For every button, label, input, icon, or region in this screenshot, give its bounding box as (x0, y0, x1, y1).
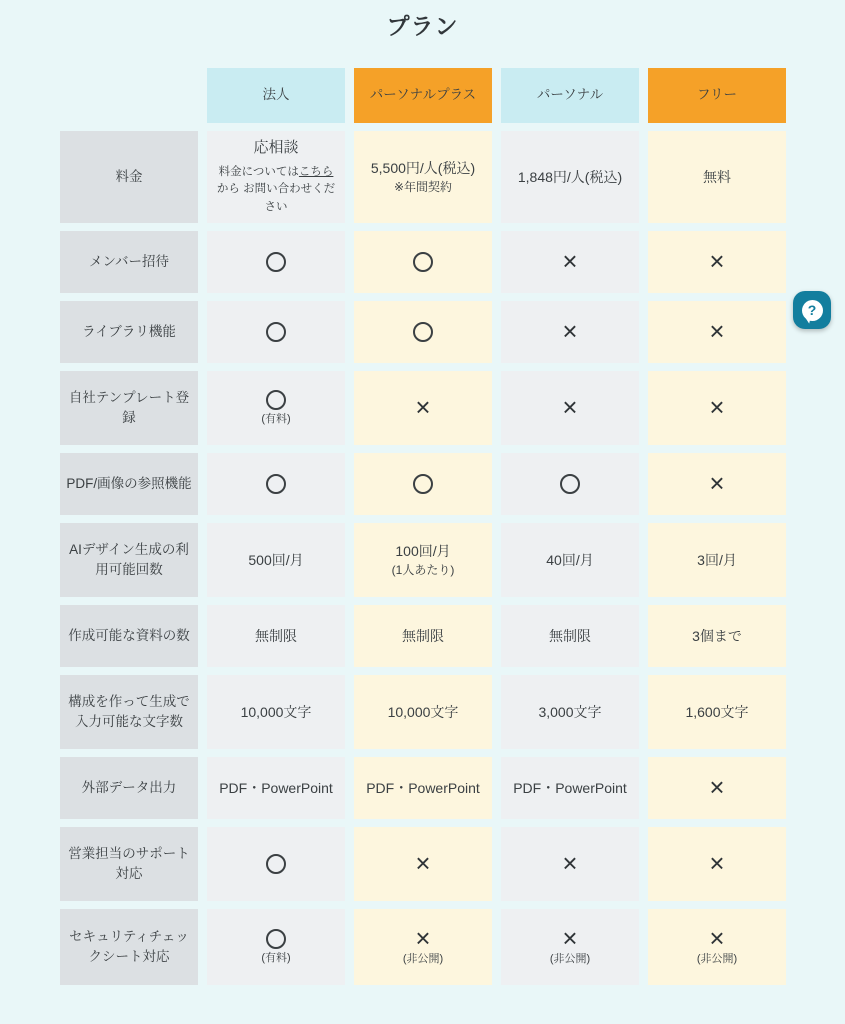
plan-comparison-table (60, 68, 786, 993)
cell-value: 3個まで (692, 627, 742, 644)
table-cell (354, 757, 492, 819)
table-cell (207, 453, 345, 515)
table-cell (354, 605, 492, 667)
cross-icon: × (709, 316, 725, 346)
table-cell (207, 131, 345, 223)
cell-value: PDF・PowerPoint (219, 779, 333, 796)
table-cell (207, 231, 345, 293)
cell-value: 無料 (703, 168, 731, 185)
table-cell (648, 605, 786, 667)
table-cell (207, 605, 345, 667)
circle-icon (560, 474, 580, 494)
cross-icon: × (415, 392, 431, 422)
cross-icon: × (562, 848, 578, 878)
table-cell (354, 675, 492, 749)
cross-icon: × (562, 922, 578, 953)
note-text: 料金については (218, 165, 299, 178)
row-label: 営業担当のサポート対応 (60, 827, 198, 901)
row-label: 作成可能な資料の数 (60, 605, 198, 667)
page-title: プラン (386, 13, 459, 39)
table-cell (648, 231, 786, 293)
table-cell (354, 827, 492, 901)
cross-icon: × (709, 392, 725, 422)
cell-value: PDF・PowerPoint (513, 779, 627, 796)
row-label: ライブラリ機能 (60, 301, 198, 363)
header-spacer (60, 68, 198, 123)
note-text: から お問い合わせください (216, 183, 336, 214)
table-cell (207, 675, 345, 749)
cell-value: 500回/月 (248, 551, 304, 568)
table-row (60, 523, 786, 597)
cell-value: 無制限 (255, 627, 297, 644)
table-cell (207, 301, 345, 363)
table-cell (354, 453, 492, 515)
cell-value-line1: 100回/月 (395, 543, 451, 560)
table-cell (207, 523, 345, 597)
table-row (60, 371, 786, 445)
cross-icon: × (562, 246, 578, 276)
table-cell (501, 453, 639, 515)
cross-icon: × (415, 848, 431, 878)
row-label: メンバー招待 (60, 231, 198, 293)
table-cell (501, 523, 639, 597)
cell-value: 1,600文字 (685, 703, 749, 720)
table-row (60, 827, 786, 901)
circle-icon (413, 252, 433, 272)
cross-icon: × (562, 316, 578, 346)
cell-value: 40回/月 (546, 551, 594, 568)
table-cell (501, 909, 639, 985)
question-bubble-icon (802, 300, 823, 321)
circle-icon (413, 474, 433, 494)
plan-header-4: フリー (648, 68, 786, 123)
cell-value: PDF・PowerPoint (366, 779, 480, 796)
cell-value-line2: ※年間契約 (393, 180, 453, 195)
cross-icon: × (709, 922, 725, 953)
row-label: セキュリティチェックシート対応 (60, 909, 198, 985)
table-row (60, 453, 786, 515)
table-header-row (60, 68, 786, 123)
plan-header-3: パーソナル (501, 68, 639, 123)
cross-icon: × (415, 922, 431, 953)
table-cell (648, 131, 786, 223)
cell-value: 無制限 (549, 627, 591, 644)
table-cell (648, 675, 786, 749)
circle-icon (266, 854, 286, 874)
row-label: PDF/画像の参照機能 (60, 453, 198, 515)
cross-icon: × (562, 392, 578, 422)
table-row (60, 301, 786, 363)
table-cell (354, 909, 492, 985)
table-cell (354, 301, 492, 363)
circle-icon (266, 252, 286, 272)
table-cell (648, 301, 786, 363)
question-mark: ? (807, 302, 817, 318)
circle-icon (266, 474, 286, 494)
table-row (60, 231, 786, 293)
cross-icon: × (709, 246, 725, 276)
table-cell (354, 231, 492, 293)
mark-note: (非公開) (696, 952, 738, 965)
table-cell (501, 605, 639, 667)
cell-value: 1,848円/人(税込) (517, 168, 623, 185)
row-label: 料金 (60, 131, 198, 223)
table-cell (501, 371, 639, 445)
table-cell (648, 757, 786, 819)
cell-value-line1: 5,500円/人(税込) (370, 160, 476, 177)
table-cell (501, 757, 639, 819)
plan-header-1: 法人 (207, 68, 345, 123)
table-cell (207, 909, 345, 985)
price-main-text: 応相談 (253, 139, 299, 157)
row-label: 構成を作って生成で入力可能な文字数 (60, 675, 198, 749)
price-note-text (213, 164, 339, 217)
table-row (60, 757, 786, 819)
cell-value: 10,000文字 (240, 703, 312, 720)
circle-icon (266, 929, 286, 949)
table-cell (207, 371, 345, 445)
table-cell (501, 231, 639, 293)
inquiry-link[interactable]: こちら (298, 165, 334, 178)
mark-note: (有料) (261, 951, 291, 964)
cell-value: 3回/月 (697, 551, 737, 568)
cross-icon: × (709, 468, 725, 498)
table-row (60, 131, 786, 223)
cell-value: 3,000文字 (538, 703, 602, 720)
table-cell (648, 453, 786, 515)
mark-note: (有料) (261, 412, 291, 425)
mark-note: (非公開) (549, 952, 591, 965)
row-label: 自社テンプレート登録 (60, 371, 198, 445)
table-row (60, 675, 786, 749)
table-cell (354, 131, 492, 223)
cell-value: 10,000文字 (387, 703, 459, 720)
cross-icon: × (709, 848, 725, 878)
table-row (60, 605, 786, 667)
cross-icon: × (709, 772, 725, 802)
table-cell (501, 301, 639, 363)
table-cell (354, 371, 492, 445)
table-cell (648, 523, 786, 597)
help-button[interactable] (793, 291, 831, 329)
table-cell (501, 675, 639, 749)
cell-value: 無制限 (402, 627, 444, 644)
table-cell (648, 909, 786, 985)
circle-icon (266, 322, 286, 342)
table-cell (354, 523, 492, 597)
mark-note: (非公開) (402, 952, 444, 965)
table-cell (501, 827, 639, 901)
plan-header-2: パーソナルプラス (354, 68, 492, 123)
circle-icon (413, 322, 433, 342)
table-cell (501, 131, 639, 223)
table-cell (207, 757, 345, 819)
table-row (60, 909, 786, 985)
table-cell (648, 827, 786, 901)
table-cell (207, 827, 345, 901)
row-label: AIデザイン生成の利用可能回数 (60, 523, 198, 597)
cell-value-line2: (1人あたり) (391, 563, 455, 578)
circle-icon (266, 390, 286, 410)
row-label: 外部データ出力 (60, 757, 198, 819)
table-cell (648, 371, 786, 445)
